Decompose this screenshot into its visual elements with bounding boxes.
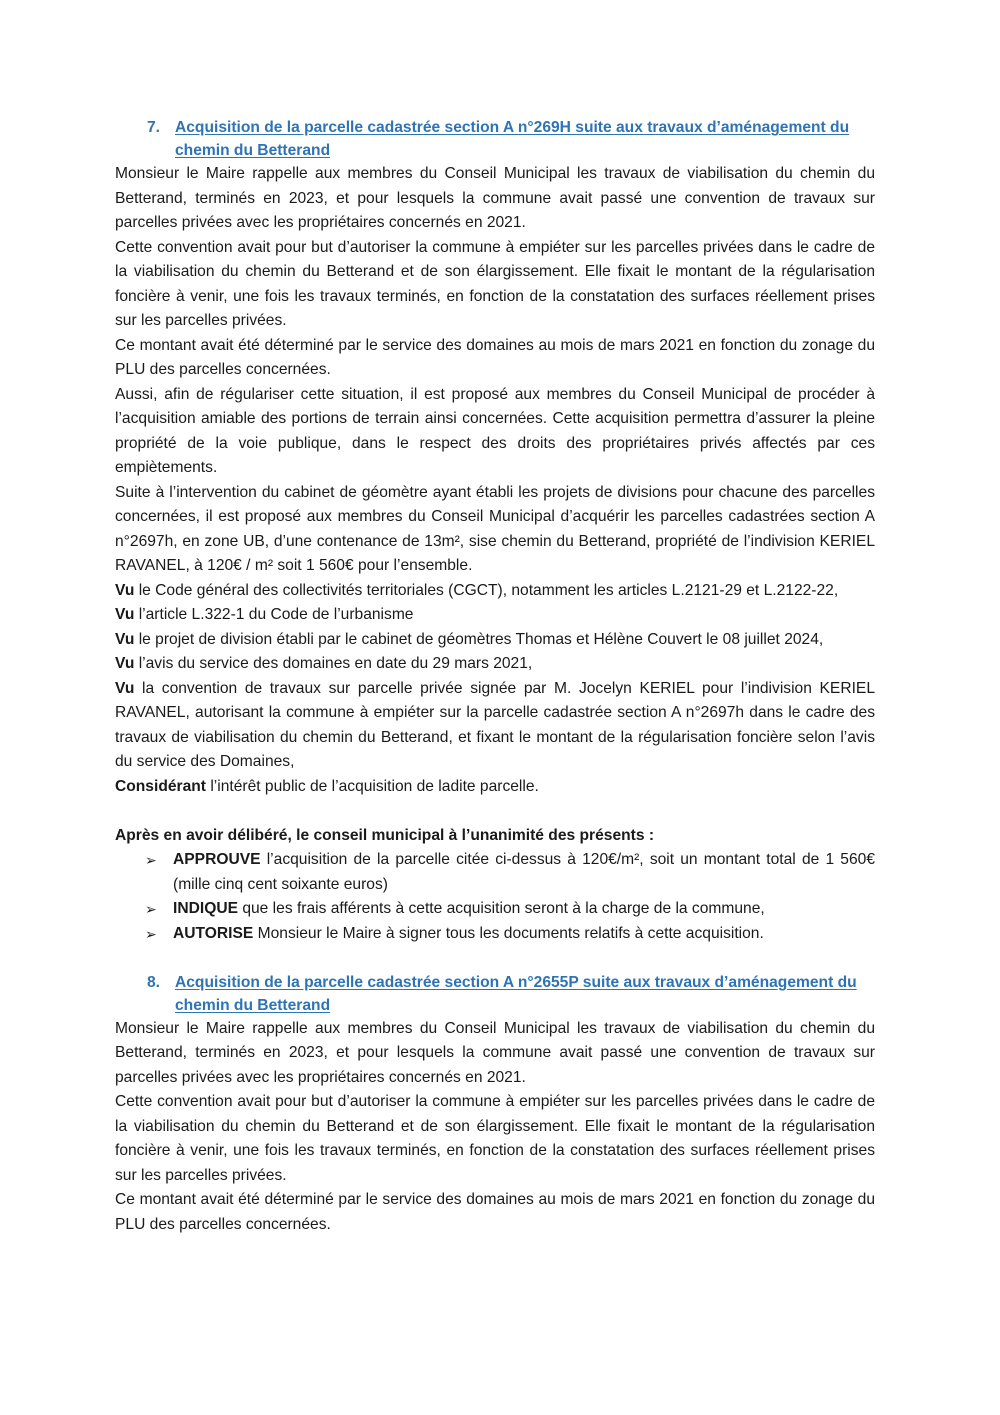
considerant-line — [115, 775, 875, 800]
section-7-title: Acquisition de la parcelle cadastrée section A n°269H suite aux travaux d’aménagement du chemin du Betterand — [175, 119, 850, 159]
vu-label: Vu — [115, 606, 135, 623]
vu-text: le Code général des collectivités territoriales (CGCT), notamment les articles L.2121-29 et L.2122-22, — [138, 581, 839, 599]
vu-label: Vu — [115, 630, 135, 648]
vu-item-3 — [115, 628, 875, 653]
section-8-paragraph-3: Ce montant avait été déterminé par le service des domaines au mois de mars 2021 en fonction du zonage du PLU des parcelles concernées. — [115, 1191, 875, 1233]
section-7-paragraph-1: Monsieur le Maire rappelle aux membres du Conseil Municipal les travaux de viabilisation du chemin du Betterand, terminés en 2023, et pour lesquels la commune avait passé une convention de travaux sur parcelles privées avec les propriétaires concernés en 2021. — [115, 165, 875, 231]
vu-item-4 — [115, 652, 875, 677]
deliberation-statement: Après en avoir délibéré, le conseil municipal à l’unanimité des présents : — [115, 826, 655, 844]
section-8-heading — [115, 971, 875, 1017]
spacer — [115, 799, 875, 824]
section-7-paragraph-3: Ce montant avait été déterminé par le service des domaines au mois de mars 2021 en fonction du zonage du PLU des parcelles concernées. — [115, 336, 875, 378]
section-7-heading — [115, 116, 875, 162]
document-content — [115, 116, 875, 1237]
vu-text: la convention de travaux sur parcelle privée signée par M. Jocelyn KERIEL pour l’indivision KERIEL RAVANEL, autorisant la commune à empiéter sur la parcelle cadastrée section A n°2697h dans le cadre des travaux de viabilisation du chemin du Betterand, et fixant le montant de la régularisation foncière selon l’avis du service des Domaines, — [115, 679, 875, 770]
decision-text: l’acquisition de la parcelle citée ci-dessus à 120€/m², soit un montant total de 1 560€ (mille cinq cent soixante euros) — [173, 851, 875, 893]
considerant-text: l’intérêt public de l’acquisition de ladite parcelle. — [210, 777, 539, 795]
arrow-bullet-icon: ➢ — [145, 925, 157, 942]
section-8-number: 8. — [147, 973, 161, 991]
vu-label: Vu — [115, 679, 135, 697]
vu-text: l’article L.322-1 du Code de l’urbanisme — [138, 606, 414, 623]
section-7-paragraph-5: Suite à l’intervention du cabinet de géomètre ayant établi les projets de divisions pour chacune des parcelles concernées, il est proposé aux membres du Conseil Municipal d’acquérir les parcelles cadastrées section A n°2697h, en zone UB, d’une contenance de 13m², sise chemin du Betterand, propriété de l’indivision KERIEL RAVANEL, à 120€ / m² soit 1 560€ pour l’ensemble. — [115, 483, 875, 574]
vu-item-2 — [115, 603, 875, 628]
decision-verb: APPROUVE — [173, 851, 261, 868]
arrow-bullet-icon: ➢ — [145, 852, 157, 868]
vu-item-5 — [115, 677, 875, 775]
section-7-paragraph-2: Cette convention avait pour but d’autoriser la commune à empiéter sur les parcelles privées dans le cadre de la viabilisation du chemin du Betterand et de son élargissement. Elle fixait le montant de la régularisation foncière à venir, une fois les travaux terminés, en fonction de la constatation des surfaces réellement prises sur les parcelles privées. — [115, 238, 875, 329]
section-8-title: Acquisition de la parcelle cadastrée section A n°2655P suite aux travaux d’aménagement du chemin du Betterand — [175, 973, 857, 1014]
arrow-bullet-icon: ➢ — [145, 901, 157, 917]
decision-item-approuve — [145, 848, 875, 897]
decision-text: que les frais afférents à cette acquisition seront à la charge de la commune, — [242, 900, 765, 917]
considerant-label: Considérant — [115, 777, 206, 795]
decision-verb: AUTORISE — [173, 924, 254, 942]
decision-body — [173, 922, 875, 947]
decision-body — [173, 848, 875, 897]
section-8-paragraph-1: Monsieur le Maire rappelle aux membres du Conseil Municipal les travaux de viabilisation du chemin du Betterand, terminés en 2023, et pour lesquels la commune avait passé une convention de travaux sur parcelles privées avec les propriétaires concernés en 2021. — [115, 1019, 875, 1086]
section-7-paragraph-4: Aussi, afin de régulariser cette situation, il est proposé aux membres du Conseil Municipal de procéder à l’acquisition amiable des portions de terrain ainsi concernées. Cette acquisition permettra d’assurer la pleine propriété de la voie publique, dans le respect des droits des propriétaires privés affectés par ces empiètements. — [115, 385, 875, 476]
vu-item-1 — [115, 579, 875, 604]
vu-label: Vu — [115, 655, 135, 672]
section-7-number: 7. — [147, 119, 161, 136]
decision-text: Monsieur le Maire à signer tous les documents relatifs à cette acquisition. — [257, 924, 764, 942]
vu-text: l’avis du service des domaines en date du 29 mars 2021, — [138, 655, 533, 672]
vu-label: Vu — [115, 581, 135, 599]
vu-text: le projet de division établi par le cabinet de géomètres Thomas et Hélène Couvert le 08 juillet 2024, — [138, 630, 824, 648]
spacer — [115, 946, 875, 971]
decision-item-indique — [145, 897, 875, 922]
decision-verb: INDIQUE — [173, 900, 238, 917]
section-8-paragraph-2: Cette convention avait pour but d’autoriser la commune à empiéter sur les parcelles privées dans le cadre de la viabilisation du chemin du Betterand et de son élargissement. Elle fixait le montant de la régularisation foncière à venir, une fois les travaux terminés, en fonction de la constatation des surfaces réellement prises sur les parcelles privées. — [115, 1093, 875, 1184]
decision-body — [173, 897, 875, 922]
decision-list — [115, 848, 875, 946]
decision-item-autorise — [145, 922, 875, 947]
